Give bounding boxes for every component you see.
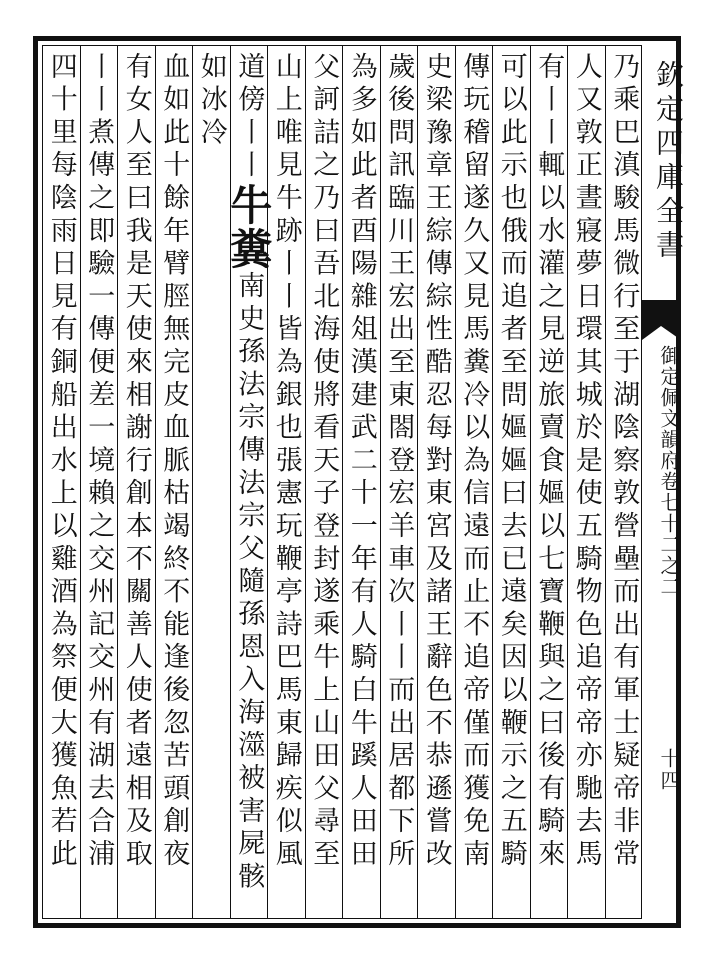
text-column bbox=[80, 52, 116, 916]
fish-tail-notch bbox=[642, 326, 681, 340]
column-text: 有女人至曰我是天使來相謝行創本不關善人使者遠相及取 bbox=[120, 52, 152, 872]
column-divider bbox=[492, 45, 493, 919]
page-number: 十四 bbox=[657, 748, 681, 792]
column-text: 四十里每陰雨日見有銅船出水上以雞酒為祭便大獲魚若此 bbox=[45, 52, 77, 872]
headword: 牛糞 bbox=[224, 183, 274, 272]
text-column bbox=[493, 52, 529, 916]
text-column bbox=[268, 52, 304, 916]
column-text: 父訶詰之乃曰吾北海使將看天子登封遂乘牛上山田父尋至 bbox=[308, 52, 340, 872]
column-divider bbox=[530, 45, 531, 919]
text-column bbox=[530, 52, 566, 916]
column-divider bbox=[192, 45, 193, 919]
column-divider bbox=[567, 45, 568, 919]
text-column bbox=[118, 52, 154, 916]
text-column bbox=[224, 52, 274, 916]
column-text: 為多如此者酉陽雜俎漢建武二十一年有人騎白牛蹊人田田 bbox=[345, 52, 377, 872]
column-divider bbox=[155, 45, 156, 919]
margin-title: 御定佩文韻府卷七十二之二 bbox=[657, 345, 681, 597]
column-text: 乃乘巴滇駿馬微行至于湖陰察敦營壘而出有軍士疑帝非常 bbox=[608, 52, 640, 872]
text-column bbox=[305, 52, 341, 916]
column-divider bbox=[230, 45, 231, 919]
column-divider bbox=[80, 45, 81, 919]
column-divider bbox=[417, 45, 418, 919]
column-text: 血如此十餘年臂脛無完皮血脈枯竭終不能逢後忽苦頭創夜 bbox=[158, 52, 190, 872]
column-divider bbox=[605, 45, 606, 919]
text-column bbox=[418, 52, 454, 916]
column-divider bbox=[380, 45, 381, 919]
column-divider bbox=[117, 45, 118, 919]
text-column bbox=[343, 52, 379, 916]
text-column bbox=[380, 52, 416, 916]
column-text: 有丨丨輒以水灌之見逆旅賣食嫗以七寶鞭與之曰後有騎來 bbox=[533, 52, 565, 872]
text-column bbox=[193, 52, 229, 916]
column-text: 人又敦正晝寢夢日環其城於是使五騎物色追帝帝亦馳去馬 bbox=[570, 52, 602, 872]
column-divider bbox=[267, 45, 268, 919]
column-text: 道傍丨丨 bbox=[233, 52, 265, 184]
column-text: 史梁豫章王綜傳綜性酷忍每對東宮及諸王辭色不恭遜嘗改 bbox=[420, 52, 452, 872]
column-text: 如冰冷 bbox=[195, 52, 227, 151]
column-text: 可以此示也俄而追者至問嫗嫗曰去已遠矣因以鞭示之五騎 bbox=[495, 52, 527, 872]
column-text: 山上唯見牛跡丨丨皆為銀也張憲玩鞭亭詩巴馬東歸疾似風 bbox=[270, 52, 302, 872]
text-column bbox=[568, 52, 604, 916]
text-column bbox=[605, 52, 641, 916]
column-text: 丨丨煮傳之即驗一傳便差一境賴之交州記交州有湖去合浦 bbox=[83, 52, 115, 872]
text-column bbox=[155, 52, 191, 916]
text-column bbox=[455, 52, 491, 916]
column-text: 歲後問訊臨川王宏出至東閤登宏羊車次丨丨而出居都下所 bbox=[383, 52, 415, 872]
column-divider bbox=[305, 45, 306, 919]
column-text: 南史孫法宗傳法宗父隨孫恩入海澨被害屍骸 bbox=[233, 271, 265, 895]
column-text: 傳玩稽留遂久又見馬糞冷以為信遠而止不追帝僅而獲免南 bbox=[458, 52, 490, 872]
text-column bbox=[43, 52, 79, 916]
fish-tail-mark bbox=[642, 300, 681, 326]
column-divider bbox=[455, 45, 456, 919]
collection-title: 欽定四庫全書 bbox=[652, 60, 685, 264]
column-divider bbox=[342, 45, 343, 919]
